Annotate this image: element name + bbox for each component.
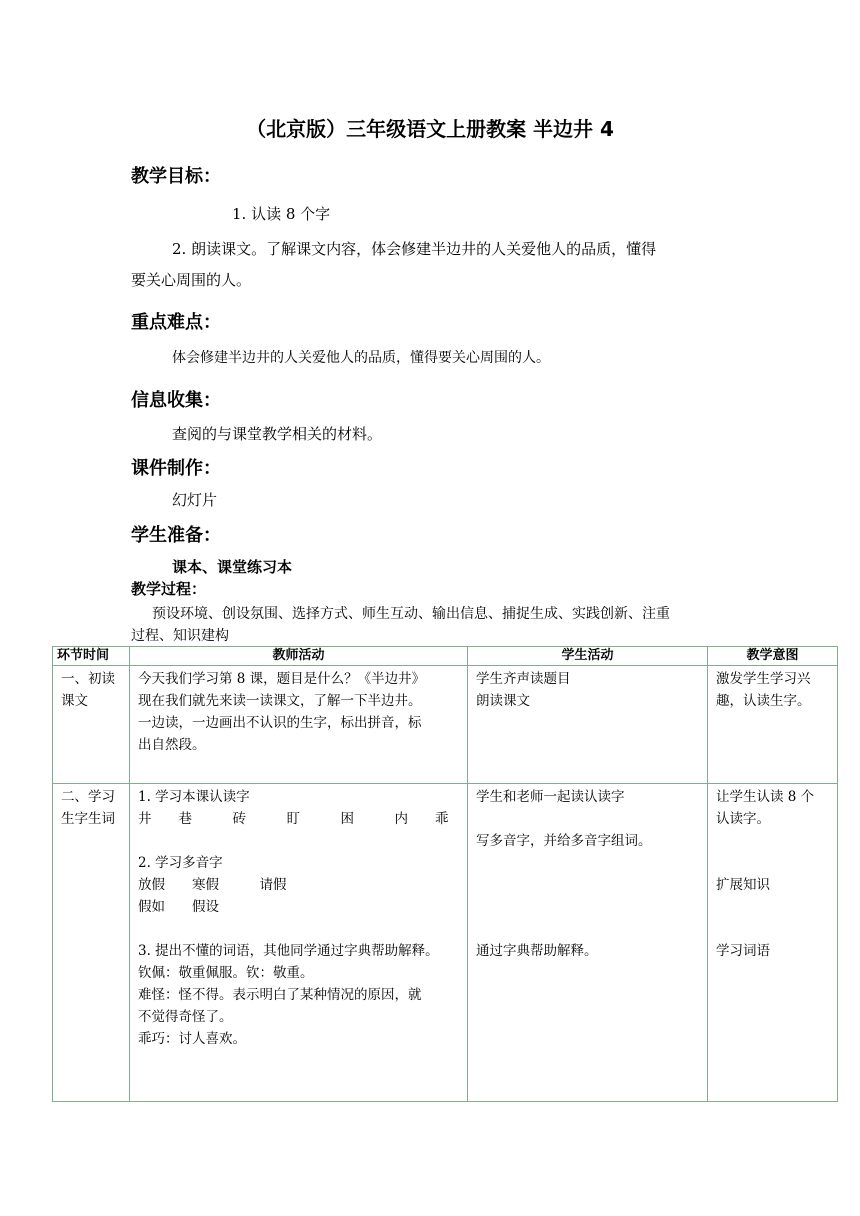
goal-item-2-line1: 2. 朗读课文。了解课文内容，体会修建半边井的人关爱他人的品质，懂得 [172, 240, 657, 258]
lesson-plan-table [52, 646, 838, 1102]
document-title: （北京版）三年级语文上册教案 半边井 4 [246, 117, 614, 141]
process-line2: 过程、知识建构 [131, 628, 229, 644]
header-intent: 教学意图 [708, 647, 838, 666]
table-header-row [53, 647, 838, 666]
row2-teacher: 1. 学习本课认读字 井 巷 砖 盯 困 内 乖 2. 学习多音字 放假 寒假 请假 假如 假设 3. 提出不懂的词语，其他同学通过字典帮助解释。 钦佩：敬重佩服。钦：敬重。 难怪：怪不得。表示明白了某种情况的原因，就 不觉得奇怪了。 乖巧：讨人喜欢。 [130, 784, 468, 1102]
info-heading: 信息收集： [131, 390, 221, 411]
process-heading: 教学过程： [131, 580, 207, 598]
row1-student: 学生齐声读题目 朗读课文 [468, 666, 708, 784]
table-row [53, 666, 838, 784]
courseware-heading: 课件制作： [131, 458, 221, 479]
key-points-heading: 重点难点： [131, 312, 221, 333]
student-prep-text: 课本、课堂练习本 [172, 558, 293, 576]
courseware-text: 幻灯片 [172, 491, 218, 509]
goal-item-2-line2: 要关心周围的人。 [131, 271, 252, 289]
row2-intent: 让学生认读 8 个 认读字。 扩展知识 学习词语 [708, 784, 838, 1102]
info-text: 查阅的与课堂教学相关的材料。 [172, 425, 383, 443]
student-prep-heading: 学生准备： [131, 525, 221, 546]
row1-intent: 激发学生学习兴 趣，认读生字。 [708, 666, 838, 784]
process-line1: 预设环境、创设氛围、选择方式、师生互动、输出信息、捕捉生成、实践创新、注重 [152, 606, 670, 622]
goals-heading: 教学目标： [131, 166, 221, 187]
table-row [53, 784, 838, 1102]
row1-stage: 一、初读 课文 [53, 666, 130, 784]
goal-item-1: 1. 认读 8 个字 [232, 205, 331, 223]
key-points-text: 体会修建半边井的人关爱他人的品质，懂得要关心周围的人。 [172, 350, 550, 366]
header-teacher: 教师活动 [130, 647, 468, 666]
header-stage: 环节时间 [53, 647, 130, 666]
row2-student: 学生和老师一起读认读字 写多音字，并给多音字组词。 通过字典帮助解释。 [468, 784, 708, 1102]
row2-stage: 二、学习 生字生词 [53, 784, 130, 1102]
header-student: 学生活动 [468, 647, 708, 666]
row1-teacher: 今天我们学习第 8 课，题目是什么？《半边井》 现在我们就先来读一读课文，了解一下半边井。 一边读，一边画出不认识的生字，标出拼音，标 出自然段。 [130, 666, 468, 784]
